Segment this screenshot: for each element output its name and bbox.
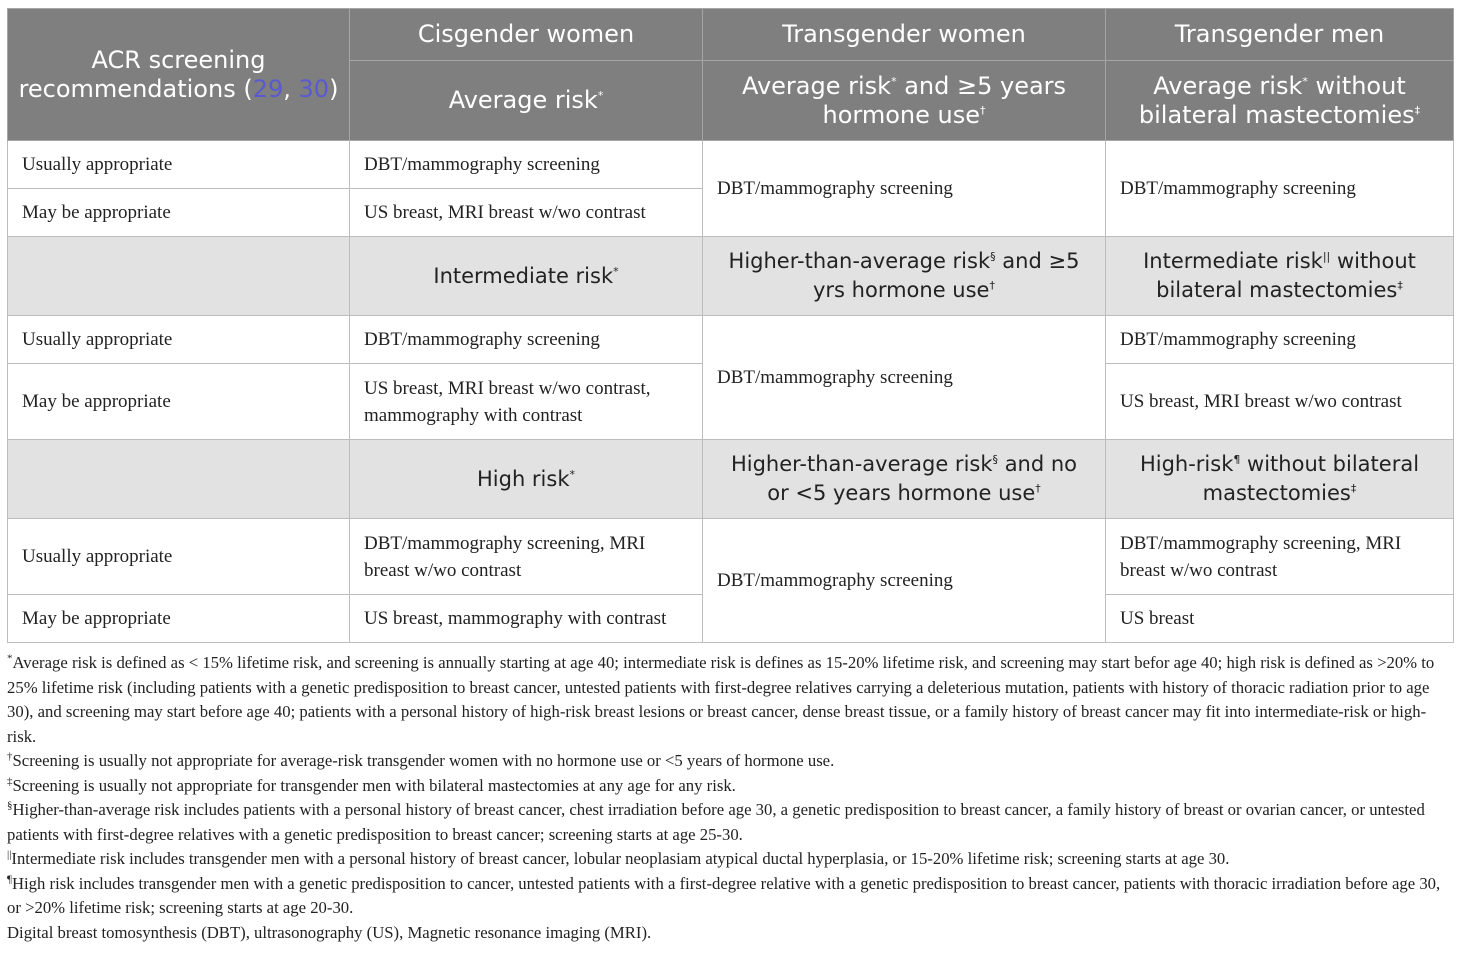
cis-cell: US breast, mammography with contrast <box>350 595 703 643</box>
reference-link-30[interactable]: 30 <box>298 74 330 103</box>
reference-link-29[interactable]: 29 <box>252 74 284 103</box>
subheader-empty-cell <box>8 440 350 519</box>
acr-screening-table <box>7 8 1454 643</box>
footnote-abbreviations: Digital breast tomosynthesis (DBT), ultrasonography (US), Magnetic resonance imaging (MRI). <box>7 922 652 942</box>
header-transgender-women: Transgender women <box>703 9 1106 61</box>
cis-cell: US breast, MRI breast w/wo contrast, mammography with contrast <box>350 364 703 440</box>
cis-cell: US breast, MRI breast w/wo contrast <box>350 189 703 237</box>
header-tw-risk: Average risk* and ≥5 years hormone use† <box>703 61 1106 141</box>
row-label: Usually appropriate <box>8 141 350 189</box>
row-label: May be appropriate <box>8 364 350 440</box>
subheader-tm-risk: High-risk¶ without bilateral mastectomies‡ <box>1106 440 1454 519</box>
cis-cell: DBT/mammography screening <box>350 316 703 364</box>
header-acr-line1: ACR screening <box>91 45 266 74</box>
reference-separator: , <box>283 74 299 103</box>
subheader-cis-risk: High risk* <box>350 440 703 519</box>
tm-cell: DBT/mammography screening, MRI breast w/wo contrast <box>1106 519 1454 595</box>
footnote-section: §Higher-than-average risk includes patients with a personal history of breast cancer, chest irradiation before age 30, a genetic predisposition to breast cancer, a family history of breast or ovarian cancer, or untested patients with first-degree relatives with a genetic predisposition to breast cancer; screening starts at age 25-30. <box>7 799 1425 844</box>
tm-cell: DBT/mammography screening <box>1106 141 1454 237</box>
tm-cell: US breast, MRI breast w/wo contrast <box>1106 364 1454 440</box>
header-cis-risk: Average risk* <box>350 61 703 141</box>
row-label: Usually appropriate <box>8 519 350 595</box>
cis-cell: DBT/mammography screening <box>350 141 703 189</box>
tw-cell: DBT/mammography screening <box>703 141 1106 237</box>
footnote-dagger: †Screening is usually not appropriate for average-risk transgender women with no hormone use or <5 years of hormone use. <box>7 750 835 770</box>
header-tm-risk: Average risk* without bilateral mastectomies‡ <box>1106 61 1454 141</box>
table-row <box>8 519 1454 595</box>
header-transgender-men: Transgender men <box>1106 9 1454 61</box>
header-acr-close-paren: ) <box>329 74 339 103</box>
header-cisgender-women: Cisgender women <box>350 9 703 61</box>
subheader-tw-risk: Higher-than-average risk§ and no or <5 years hormone use† <box>703 440 1106 519</box>
tm-cell: DBT/mammography screening <box>1106 316 1454 364</box>
cis-cell: DBT/mammography screening, MRI breast w/wo contrast <box>350 519 703 595</box>
footnote-average-risk: *Average risk is defined as < 15% lifetime risk, and screening is annually starting at age 40; intermediate risk is defines as 15-20% lifetime risk, and screening may start befor age 40; high risk is defined as >20% to 25% lifetime risk (including patients with a genetic predisposition to breast cancer, untested patients with first-degree relatives carrying a deleterious mutation, patients with history of thoracic radiation prior to age 30), and screening may start before age 40; patients with a personal history of high-risk breast lesions or breast cancer, dense breast tissue, or a family history of breast cancer may fit into intermediate-risk or high-risk. <box>7 652 1435 746</box>
header-acr-line2: recommendations ( <box>18 74 253 103</box>
header-row <box>8 9 1454 61</box>
subheader-tw-risk: Higher-than-average risk§ and ≥5 yrs hormone use† <box>703 237 1106 316</box>
footnote-pilcrow: ¶High risk includes transgender men with a genetic predisposition to cancer, untested patients with a first-degree relative with a genetic predisposition to breast cancer, patients with thoracic irradiation before age 30, or >20% lifetime risk; screening starts at age 20-30. <box>7 872 1441 917</box>
footnote-double-dagger: ‡Screening is usually not appropriate for transgender men with bilateral mastectomies at any age for any risk. <box>7 774 736 795</box>
tm-cell: US breast <box>1106 595 1454 643</box>
row-label: May be appropriate <box>8 189 350 237</box>
table-container <box>7 8 1453 643</box>
subheader-tm-risk: Intermediate risk|| without bilateral mastectomies‡ <box>1106 237 1454 316</box>
subheader-empty-cell <box>8 237 350 316</box>
risk-subheader-row <box>8 237 1454 316</box>
tw-cell: DBT/mammography screening <box>703 316 1106 440</box>
table-row <box>8 141 1454 189</box>
footnotes <box>7 651 1455 945</box>
header-acr-recommendations <box>8 9 350 141</box>
subheader-cis-risk: Intermediate risk* <box>350 237 703 316</box>
row-label: Usually appropriate <box>8 316 350 364</box>
risk-subheader-row <box>8 440 1454 519</box>
table-row <box>8 316 1454 364</box>
tw-cell: DBT/mammography screening <box>703 519 1106 643</box>
footnote-parallel: ||Intermediate risk includes transgender men with a personal history of breast cancer, lobular neoplasiam atypical ductal hyperplasia, or 15-20% lifetime risk; screening starts at age 30. <box>7 848 1230 868</box>
row-label: May be appropriate <box>8 595 350 643</box>
